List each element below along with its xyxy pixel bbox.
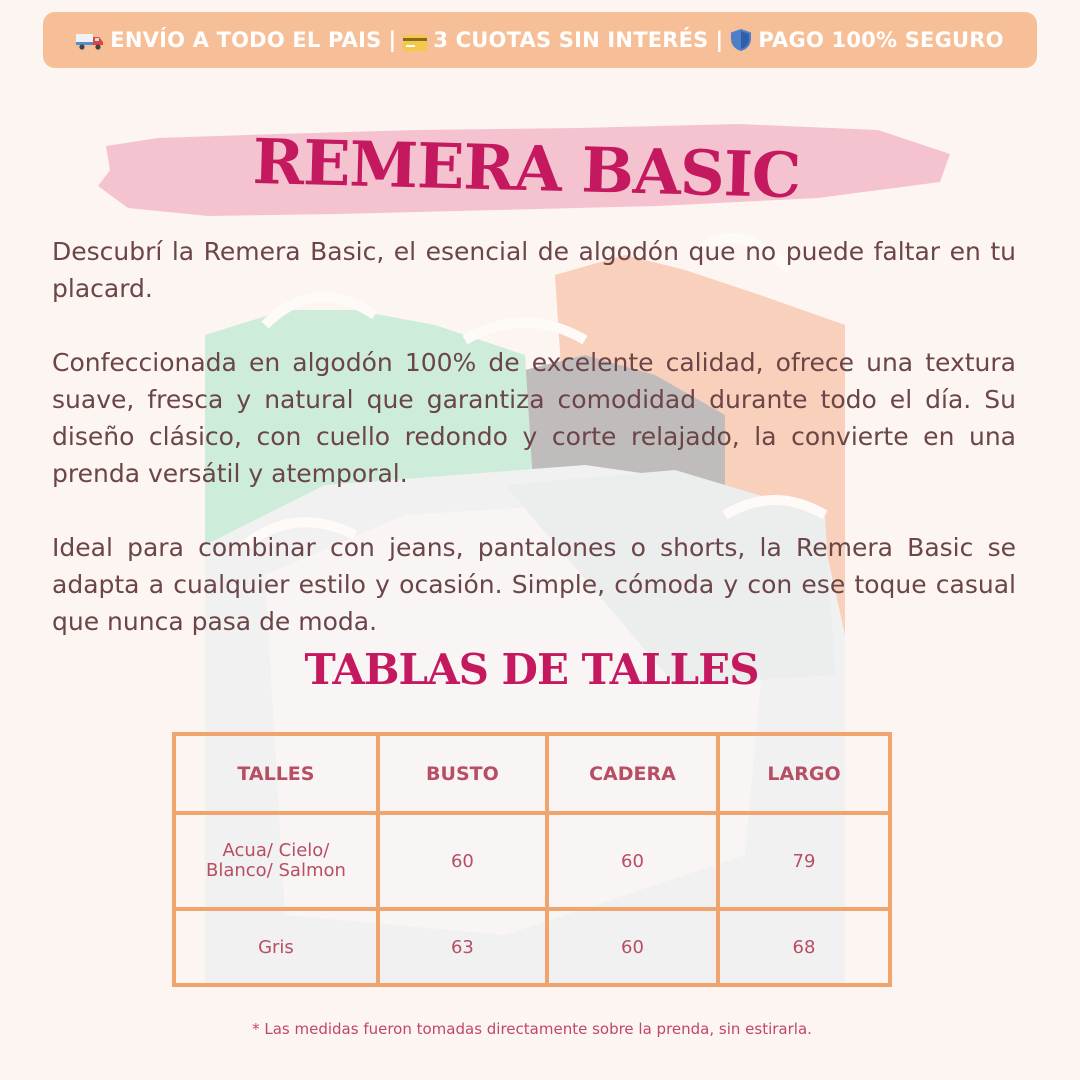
description-paragraph: Ideal para combinar con jeans, pantalones o shorts, la Remera Basic se adapta a cualquier estilo y ocasión. Simple, cómoda y con ese toque casual que nunca pasa de moda. [52, 533, 1016, 636]
column-header-largo: LARGO [718, 734, 890, 813]
top-info-banner [43, 12, 1037, 68]
shield-icon [730, 28, 752, 52]
table-cell: 60 [547, 909, 718, 985]
size-chart-title: TABLAS DE TALLES [304, 645, 759, 694]
credit-card-icon [403, 32, 427, 48]
table-row [174, 909, 890, 985]
banner-separator: | [715, 28, 724, 52]
table-cell: 63 [378, 909, 547, 985]
secure-payment-info [730, 28, 1003, 52]
truck-icon [76, 31, 104, 49]
table-cell: 60 [378, 813, 547, 909]
column-header-talles: TALLES [174, 734, 378, 813]
table-cell: 68 [718, 909, 890, 985]
secure-payment-text: PAGO 100% SEGURO [758, 28, 1004, 52]
column-header-busto: BUSTO [378, 734, 547, 813]
product-title: REMERA BASIC [251, 124, 802, 213]
table-cell: 79 [718, 813, 890, 909]
column-header-cadera: CADERA [547, 734, 718, 813]
shipping-text: ENVÍO A TODO EL PAIS [110, 28, 382, 52]
product-description [52, 233, 1016, 677]
description-paragraph: Confeccionada en algodón 100% de excelente calidad, ofrece una textura suave, fresca y natural que garantiza comodidad durante todo el día. Su diseño clásico, con cuello redondo y corte relajado, la convierte en una prenda versátil y atemporal. [52, 348, 1016, 488]
size-chart-table [172, 732, 892, 987]
shipping-info [76, 28, 381, 52]
installments-text: 3 CUOTAS SIN INTERÉS [433, 28, 709, 52]
table-cell: Gris [174, 909, 378, 985]
measurement-footnote: * Las medidas fueron tomadas directamente sobre la prenda, sin estirarla. [252, 1020, 812, 1038]
table-header-row [174, 734, 890, 813]
table-cell: Acua/ Cielo/ Blanco/ Salmon [174, 813, 378, 909]
table-cell: 60 [547, 813, 718, 909]
banner-separator: | [388, 28, 397, 52]
table-row [174, 813, 890, 909]
description-paragraph: Descubrí la Remera Basic, el esencial de algodón que no puede faltar en tu placard. [52, 237, 1016, 303]
installments-info [403, 28, 708, 52]
